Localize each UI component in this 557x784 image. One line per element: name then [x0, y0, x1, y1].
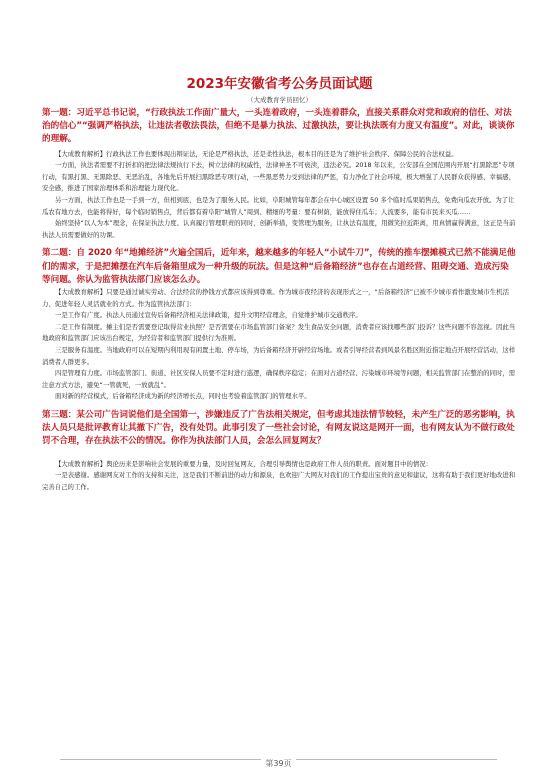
q1-paragraph-1-text: 行政执法工作也要体现出辩证法，无论是严格执法，还是柔性执法，根本目的还是为了维护社会秩序、保障公民的合法权益。 [106, 149, 458, 158]
question-1-section [42, 107, 517, 241]
page-number: 第39页 [261, 759, 295, 768]
q1-paragraph-4: 始终坚持“以人为本”理念，在保证执法力度、认真履行管理职责的同时，创新举措，变管理为服务，让执法有温度，用微笑拉近距离，用真情赢得满意，这正是当前执法人员需要做好的功课。 [42, 219, 516, 239]
q3-paragraph-1 [42, 459, 517, 471]
q2-paragraph-5: 四是管理有力度。市场监管部门、街道、社区安保人员要不定时进行巡逻，确保秩序稳定；在面对占道经营、污染城市环境等问题，相关监管部门在整治的同时，需注意方式方法，避免“一管就死，一放就乱”。 [42, 369, 516, 389]
q1-paragraph-3: 另一方面，执法工作也是一手到一方，但相到底，也是为了服务人民。比如，阜阳城管每年都会在中心城区设置 50 多个临时瓜果销售点，免费向瓜农开放。为了让瓜农有地方去，也能将得好，每个临时销售点，背后都有着阜阳“城管人”周到、精细的考量：要有树荫，能放得住瓜车；人流要多，能有市民来买瓜…… [42, 195, 515, 216]
q2-paragraph-1 [42, 287, 517, 310]
q3-analysis-tag: 【大成教育解析】 [55, 459, 107, 468]
q3-paragraph-2: 一是表感谢。感谢网友对工作的支持和关注，这是我们不断前进的动力和源泉，也欢迎广大网友对我们的工作提出宝贵的意见和建议，这将有助于我们更好地改进和完善自己的工作。 [42, 471, 516, 491]
question-2-text: 第二题：自 2020 年“地摊经济”火遍全国后，近年来，越来越多的年轻人“小试牛刀”，传统的推车摆摊模式已然不能满足他们的需求，于是把摊摆在汽车后备箱里成为一种升级的玩法。但是这种“后备箱经济”也存在占道经营、阻碍交通、造成污染等问题。你认为监管执法部门应该怎么办。 [42, 248, 516, 285]
question-3-section [42, 409, 517, 493]
page-subtitle: （大成教育学员回忆） [247, 96, 312, 104]
question-2-section [42, 247, 517, 403]
page-title: 2023年安徽省考公务员面试题 [186, 76, 373, 92]
q3-paragraph-1-text: 舆论历来是影响社会发展的重要力量，及时回复网友，合理引导舆情也是政府工作人员的职责。面对题目中的情况： [106, 459, 433, 468]
page-footer [0, 751, 557, 770]
q1-paragraph-2: 一方面，执法者需要不打折扣的把法律法规执行下去，树立法律的权威性，法律神圣不可亵渎，违法必究。2018 年以来，公安部在全国范围内开展“打黑除恶”专项行动，有黑打黑、无黑除恶、无恶治乱，各地先后开展扫黑除恶专项行动，一些黑恶势力受到法律的严惩，有力净化了社会环境，极大增强了人民群众获得感、幸福感、安全感，推进了国家治理体系和治理能力现代化。 [42, 161, 515, 193]
q2-analysis-tag: 【大成教育解析】 [55, 287, 107, 296]
q2-paragraph-3: 二是工作有制度。摊主们是否需要登记取得营业执照？是否需要在市场监管部门备案？发生食品安全问题，消费者应该找哪些部门投诉？这些问题不容忽视。因此当地政府和监管部门应该出台规定，为经营者和监管部门提供行为准则。 [42, 322, 516, 343]
q2-paragraph-2: 一是工作有广度。执法人员通过宣传后备箱经济相关法律政策，提升文明经营理念，自觉维护城市交通秩序。 [55, 311, 362, 320]
q2-paragraph-1-text: 只要是通过诚实劳动、合法经营的挣钱方式都应该得到尊重。作为城市夜经济的表现形式之一，“后备箱经济”已被不少城市看作激发城市生机活力、促进年轻人灵活就业的方式。作为监管执法部门： [42, 287, 509, 308]
question-3-text: 第三题：某公司广告词说他们是全国第一，涉嫌违反了广告法相关规定，但考虑其违法情节较轻，未产生广泛的恶劣影响，执法人员只是批评教育让其撤下广告，没有处罚。此事引发了一些社会讨论，有网友说这是网开一面，也有网友认为不做行政处罚不合理，存在执法不公的情况。你作为执法部门人员，会怎么回复网友？ [42, 409, 515, 447]
q2-paragraph-4: 三是服务有温度。当地政府可以在短期内利用现有闲置土地、停车场，为后备箱经济开辟经营场地。或者引导经营者到风景名胜区附近指定地点开展经营活动，这样消费者人群更多。 [42, 345, 516, 366]
question-1-text: 第一题：习近平总书记说，“行政执法工作面广量大，一头连着政府，一头连着群众，直接关系群众对党和政府的信任、对法治的信心”“强调严格执法，让违法者敬法畏法，但绝不是暴力执法、过激执法，要让执法既有力度又有温度”。对此，谈谈你的理解。 [42, 108, 515, 145]
question-2-analysis [42, 287, 517, 403]
q1-analysis-tag: 【大成教育解析】 [55, 149, 107, 158]
q2-paragraph-6: 面对新的经营模式，后备箱经济成为新的经济增长点，同时也考验着监管部门的管理水平。 [55, 392, 311, 401]
question-1-analysis [42, 149, 517, 242]
q1-paragraph-1 [42, 149, 517, 161]
question-3-analysis [42, 459, 517, 494]
